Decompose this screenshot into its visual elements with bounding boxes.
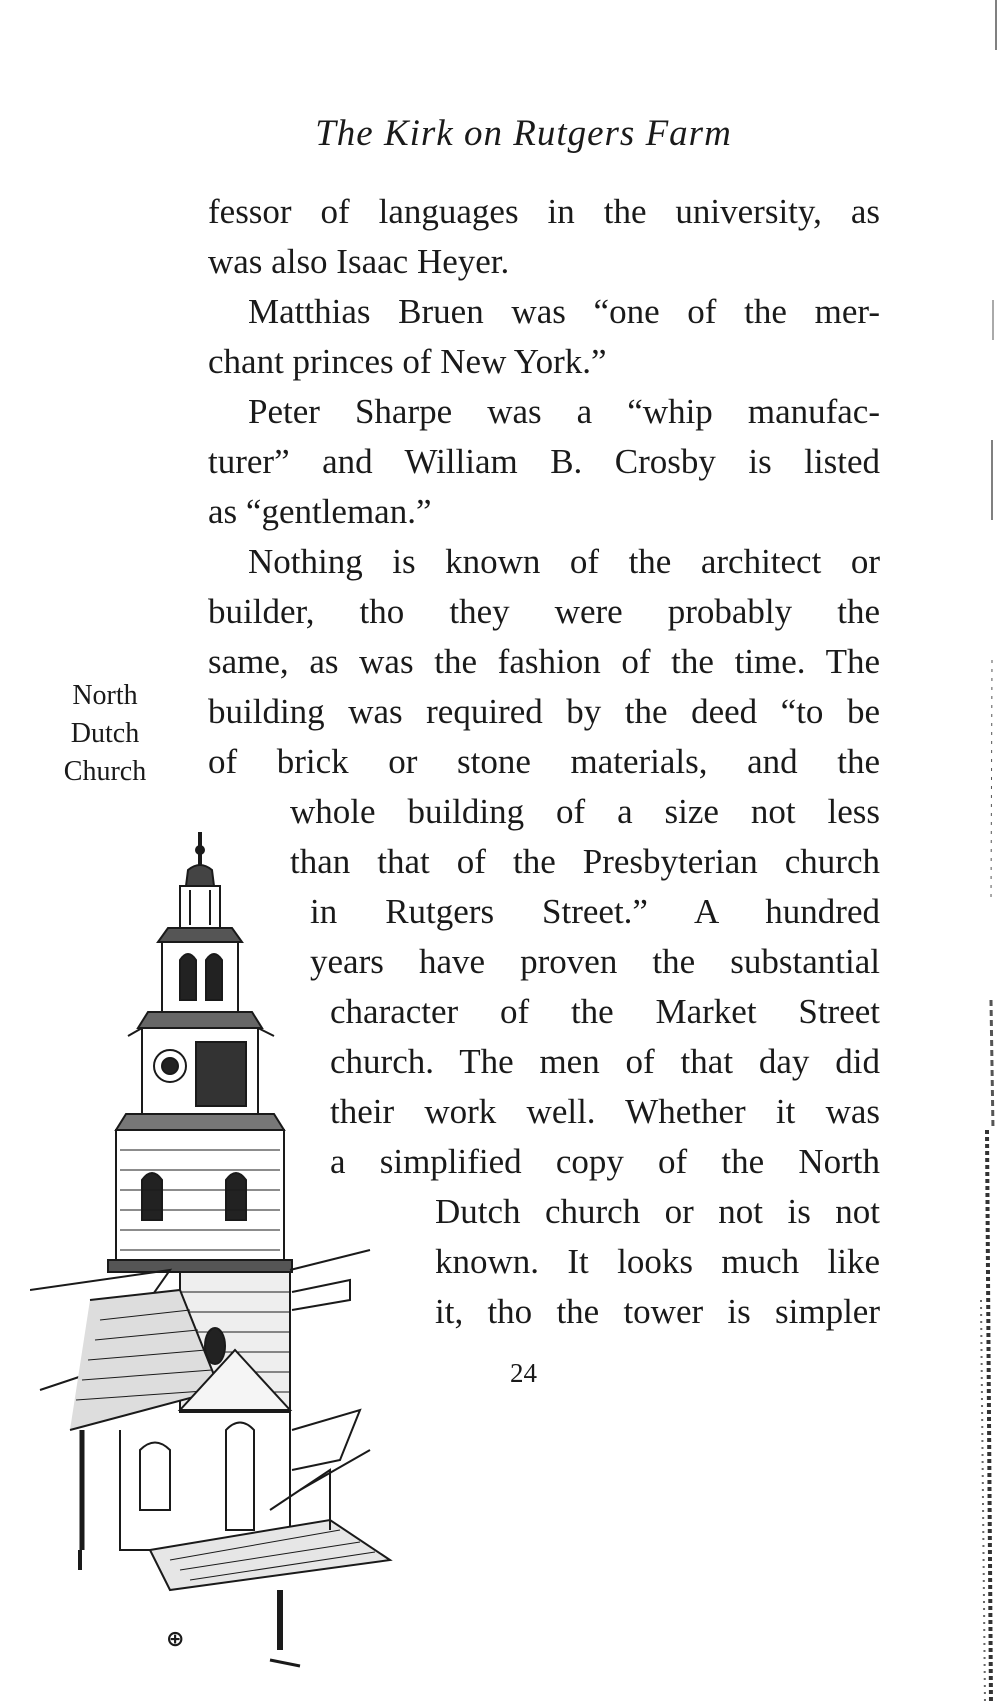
text-line: fessor of languages in the university, as bbox=[208, 192, 880, 231]
svg-text:⊕: ⊕ bbox=[166, 1627, 185, 1652]
text-line: building was required by the deed “to be bbox=[208, 692, 880, 731]
text-line: Matthias Bruen was “one of the mer- bbox=[248, 292, 880, 331]
text-line: than that of the Presbyterian church bbox=[290, 842, 880, 881]
text-line: in Rutgers Street.” A hundred bbox=[310, 892, 880, 931]
page-edge-artifact bbox=[947, 0, 1007, 1704]
side-note-line: Church bbox=[63, 756, 147, 787]
text-line: years have proven the substantial bbox=[310, 942, 880, 981]
text-line: character of the Market Street bbox=[330, 992, 880, 1031]
text-line: same, as was the fashion of the time. The bbox=[208, 642, 880, 681]
running-head: The Kirk on Rutgers Farm bbox=[315, 113, 732, 154]
text-line: whole building of a size not less bbox=[290, 792, 880, 831]
text-line: it, tho the tower is simpler bbox=[435, 1292, 880, 1331]
text-line: builder, tho they were probably the bbox=[208, 592, 880, 631]
church-illustration bbox=[30, 830, 430, 1670]
text-line: their work well. Whether it was bbox=[330, 1092, 880, 1131]
text-line: chant princes of New York.” bbox=[208, 342, 607, 381]
side-note-line: Dutch bbox=[70, 718, 140, 749]
text-line: as “gentleman.” bbox=[208, 492, 432, 531]
text-line: Nothing is known of the architect or bbox=[248, 542, 880, 581]
text-line: Peter Sharpe was a “whip manufac- bbox=[248, 392, 880, 431]
page-number: 24 bbox=[510, 1358, 537, 1388]
text-line: a simplified copy of the North bbox=[330, 1142, 880, 1181]
text-line: of brick or stone materials, and the bbox=[208, 742, 880, 781]
text-line: was also Isaac Heyer. bbox=[208, 242, 510, 281]
text-line: turer” and William B. Crosby is listed bbox=[208, 442, 880, 481]
side-note-line: North bbox=[72, 680, 138, 711]
text-line: Dutch church or not is not bbox=[435, 1192, 880, 1231]
text-line: church. The men of that day did bbox=[330, 1042, 880, 1081]
text-line: known. It looks much like bbox=[435, 1242, 880, 1281]
side-note bbox=[55, 677, 155, 791]
